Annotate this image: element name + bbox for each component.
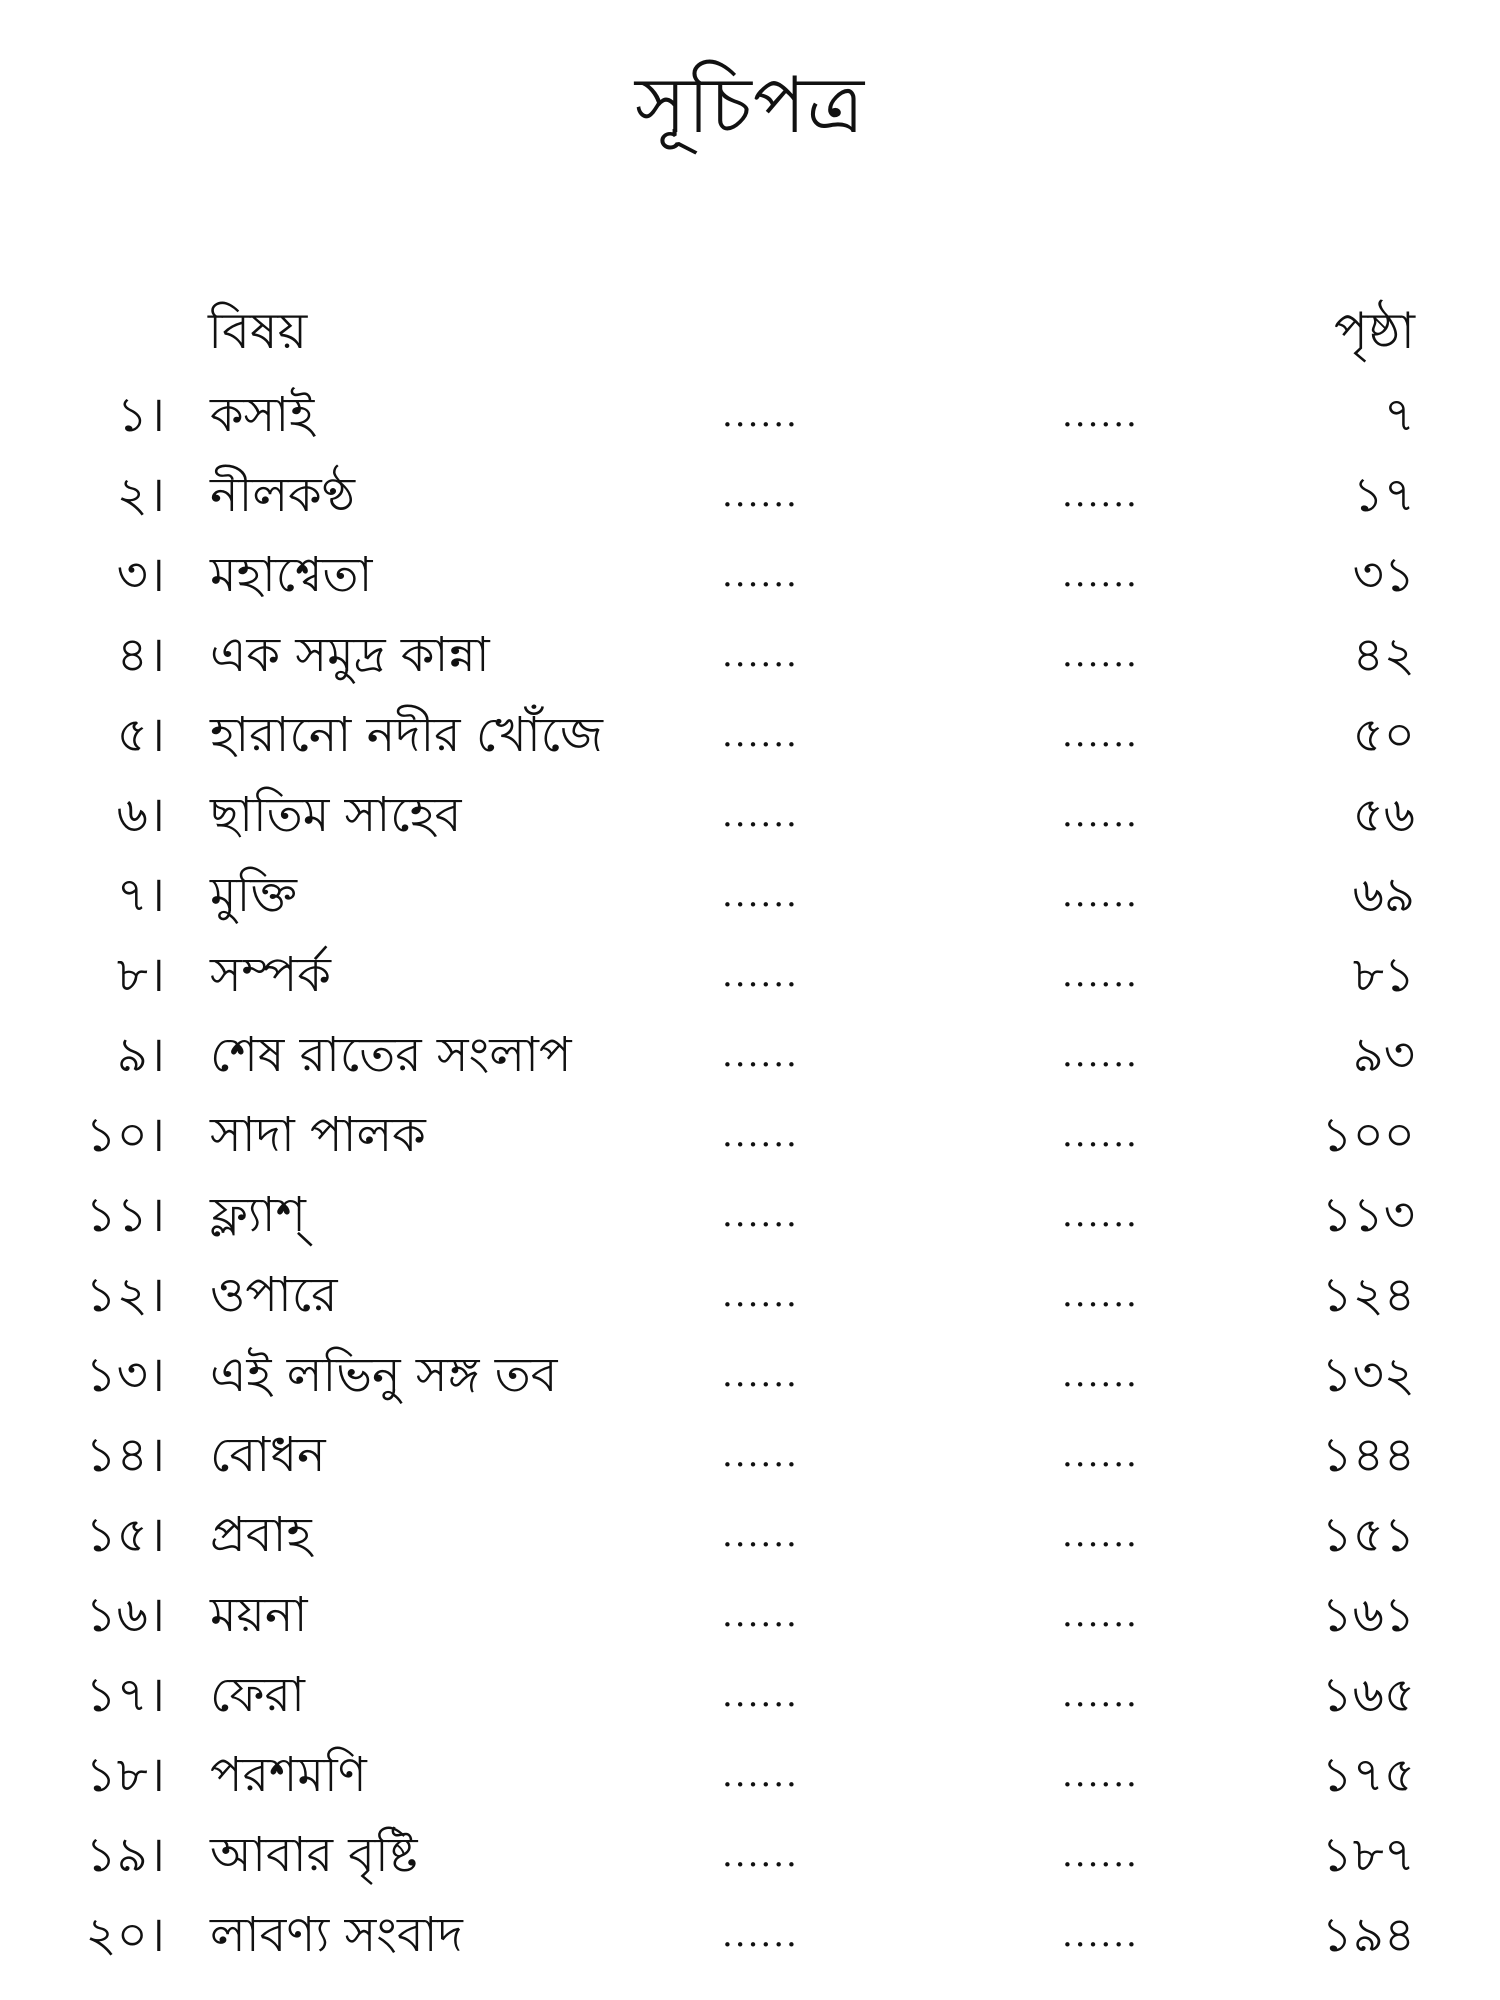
entry-number: ১১। [85, 1187, 165, 1243]
toc-entry [0, 1815, 1500, 1895]
leader-dots: ...... [1062, 795, 1139, 835]
leader-dots: ...... [1062, 1035, 1139, 1075]
entry-title: হারানো নদীর খোঁজে [210, 707, 603, 763]
entry-number: ১৬। [85, 1587, 165, 1643]
leader-dots: ...... [722, 1115, 799, 1155]
entry-title: আবার বৃষ্টি [210, 1827, 418, 1883]
leader-dots: ...... [1062, 955, 1139, 995]
leader-dots: ...... [1062, 1275, 1139, 1315]
entry-page: ১২৪ [1321, 1267, 1415, 1323]
entry-number: ১০। [85, 1107, 165, 1163]
entry-page: ১৪৪ [1321, 1427, 1415, 1483]
entry-number: ১৩। [85, 1347, 165, 1403]
leader-dots: ...... [1062, 475, 1139, 515]
entry-page: ১১৩ [1321, 1187, 1415, 1243]
leader-dots: ...... [1062, 635, 1139, 675]
entry-title: ছাতিম সাহেব [210, 787, 462, 843]
entry-page: ১৮৭ [1321, 1827, 1415, 1883]
entry-title: ফ্ল্যাশ্ [210, 1187, 306, 1243]
entry-number: ১৯। [85, 1827, 165, 1883]
leader-dots: ...... [722, 475, 799, 515]
entry-page: ১৬৫ [1321, 1667, 1415, 1723]
toc-header [0, 296, 1500, 366]
leader-dots: ...... [722, 1035, 799, 1075]
entry-number: ১৪। [85, 1427, 165, 1483]
leader-dots: ...... [722, 635, 799, 675]
entry-page: ১৩২ [1321, 1347, 1415, 1403]
entry-title: লাবণ্য সংবাদ [210, 1907, 463, 1963]
leader-dots: ...... [1062, 555, 1139, 595]
leader-dots: ...... [1062, 1195, 1139, 1235]
leader-dots: ...... [722, 1595, 799, 1635]
entry-number: ৪। [116, 627, 165, 683]
leader-dots: ...... [1062, 1915, 1139, 1955]
entry-page: ৭ [1383, 387, 1415, 443]
entry-page: ১৭ [1352, 467, 1415, 523]
toc-entry [0, 1415, 1500, 1495]
entry-title: সাদা পালক [210, 1107, 426, 1163]
entry-title: মহাশ্বেতা [210, 547, 373, 603]
leader-dots: ...... [722, 395, 799, 435]
entry-title: প্রবাহ [210, 1507, 312, 1563]
entry-number: ৭। [116, 867, 165, 923]
entry-number: ৫। [116, 707, 165, 763]
leader-dots: ...... [722, 555, 799, 595]
subject-column-header: বিষয় [208, 302, 308, 360]
entry-page: ১০০ [1321, 1107, 1415, 1163]
entry-title: ওপারে [210, 1267, 338, 1323]
leader-dots: ...... [1062, 1835, 1139, 1875]
leader-dots: ...... [1062, 1595, 1139, 1635]
leader-dots: ...... [1062, 1115, 1139, 1155]
toc-entry [0, 375, 1500, 455]
entry-title: নীলকণ্ঠ [210, 467, 355, 523]
toc-entry [0, 695, 1500, 775]
toc-entry [0, 1895, 1500, 1975]
toc-entry [0, 1735, 1500, 1815]
entry-title: কসাই [210, 387, 315, 443]
entry-title: শেষ রাতের সংলাপ [210, 1027, 572, 1083]
leader-dots: ...... [722, 1915, 799, 1955]
leader-dots: ...... [1062, 1755, 1139, 1795]
leader-dots: ...... [722, 1755, 799, 1795]
leader-dots: ...... [722, 1195, 799, 1235]
entry-page: ৩১ [1352, 547, 1415, 603]
toc-entry [0, 1655, 1500, 1735]
toc-entry [0, 1175, 1500, 1255]
leader-dots: ...... [722, 1355, 799, 1395]
entry-title: সম্পর্ক [210, 947, 331, 1003]
entry-number: ৮। [116, 947, 165, 1003]
entry-number: ৩। [116, 547, 165, 603]
entry-page: ১৫১ [1321, 1507, 1415, 1563]
entry-page: ১৯৪ [1321, 1907, 1415, 1963]
entry-page: ১৭৫ [1321, 1747, 1415, 1803]
leader-dots: ...... [1062, 715, 1139, 755]
page-column-header: পৃষ্ঠা [1333, 302, 1415, 360]
entry-page: ৮১ [1352, 947, 1415, 1003]
toc-entry [0, 855, 1500, 935]
leader-dots: ...... [722, 1675, 799, 1715]
entry-number: ৬। [116, 787, 165, 843]
leader-dots: ...... [722, 955, 799, 995]
entry-page: ১৬১ [1321, 1587, 1415, 1643]
toc-list [0, 375, 1500, 1975]
entry-page: ৪২ [1352, 627, 1415, 683]
entry-title: ফেরা [210, 1667, 305, 1723]
entry-number: ১৫। [85, 1507, 165, 1563]
toc-entry [0, 935, 1500, 1015]
entry-page: ৫৬ [1352, 787, 1415, 843]
leader-dots: ...... [722, 1275, 799, 1315]
entry-number: ২। [116, 467, 165, 523]
leader-dots: ...... [722, 795, 799, 835]
toc-entry [0, 1495, 1500, 1575]
leader-dots: ...... [722, 1435, 799, 1475]
toc-entry [0, 1095, 1500, 1175]
leader-dots: ...... [1062, 1675, 1139, 1715]
toc-entry [0, 1255, 1500, 1335]
toc-entry [0, 1015, 1500, 1095]
entry-title: ময়না [210, 1587, 308, 1643]
entry-title: পরশমণি [210, 1747, 367, 1803]
entry-number: ১৭। [85, 1667, 165, 1723]
leader-dots: ...... [1062, 1355, 1139, 1395]
toc-entry [0, 455, 1500, 535]
toc-entry [0, 1335, 1500, 1415]
toc-entry [0, 1575, 1500, 1655]
entry-number: ২০। [85, 1907, 165, 1963]
entry-title: বোধন [210, 1427, 326, 1483]
leader-dots: ...... [722, 1515, 799, 1555]
leader-dots: ...... [1062, 875, 1139, 915]
toc-entry [0, 535, 1500, 615]
toc-entry [0, 775, 1500, 855]
toc-entry [0, 615, 1500, 695]
entry-number: ১৮। [85, 1747, 165, 1803]
entry-page: ৫০ [1352, 707, 1415, 763]
leader-dots: ...... [722, 875, 799, 915]
leader-dots: ...... [1062, 1435, 1139, 1475]
entry-number: ১। [116, 387, 165, 443]
leader-dots: ...... [722, 715, 799, 755]
entry-title: এক সমুদ্র কান্না [210, 627, 490, 683]
entry-number: ১২। [85, 1267, 165, 1323]
entry-page: ৯৩ [1352, 1027, 1415, 1083]
leader-dots: ...... [1062, 395, 1139, 435]
entry-title: এই লভিনু সঙ্গ তব [210, 1347, 558, 1403]
page-title: সূচিপত্র [634, 61, 866, 151]
entry-page: ৬৯ [1352, 867, 1415, 923]
leader-dots: ...... [722, 1835, 799, 1875]
leader-dots: ...... [1062, 1515, 1139, 1555]
entry-number: ৯। [116, 1027, 165, 1083]
entry-title: মুক্তি [210, 867, 298, 923]
